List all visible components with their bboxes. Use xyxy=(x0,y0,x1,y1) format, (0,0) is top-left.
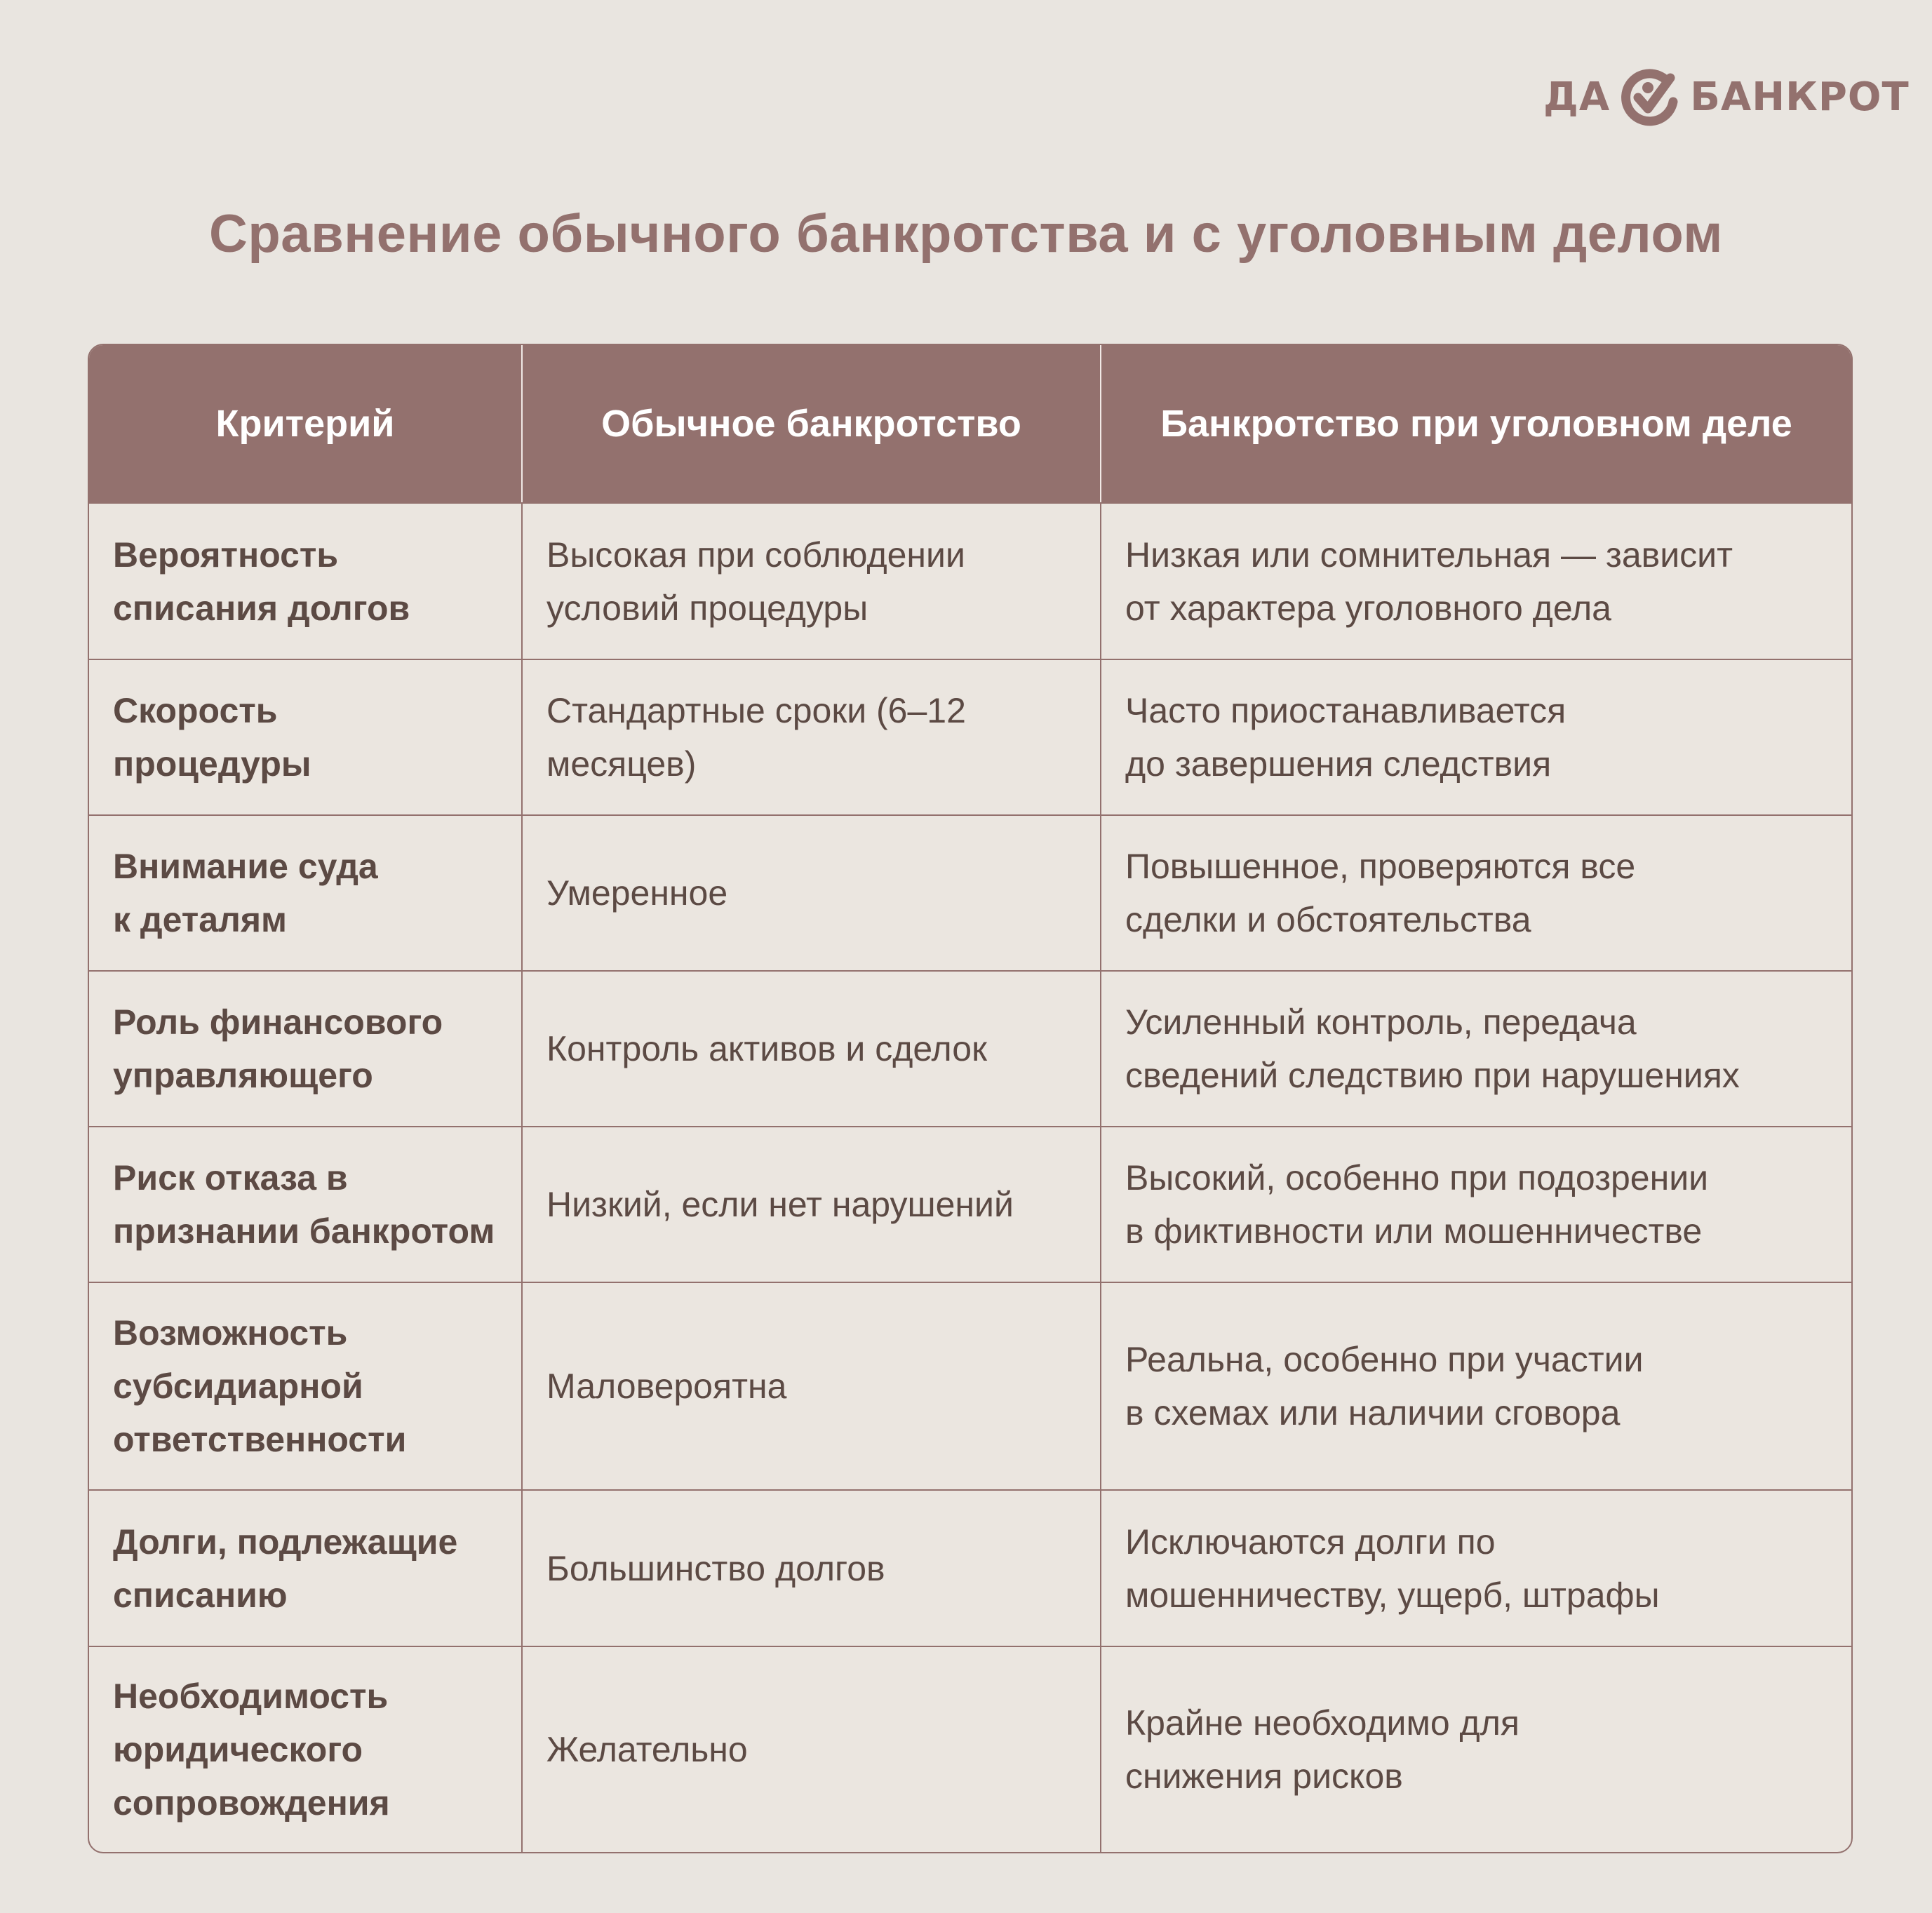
table-row xyxy=(89,502,1851,659)
table-row xyxy=(89,1646,1851,1852)
table-row xyxy=(89,1282,1851,1489)
table-row xyxy=(89,970,1851,1126)
table-row xyxy=(89,814,1851,970)
check-circle-icon xyxy=(1620,67,1680,127)
criminal-cell: Повышенное, проверяются все сделки и обстоятельства xyxy=(1125,847,1636,939)
criterion-cell: Риск отказа в признании банкротом xyxy=(89,1127,523,1282)
brand-word-left: ДА xyxy=(1543,74,1611,120)
criterion-cell: Внимание суда к деталям xyxy=(89,816,523,970)
criterion-cell: Необходимость юридического сопровождения xyxy=(89,1647,523,1852)
ordinary-cell: Умеренное xyxy=(523,816,1101,970)
criterion-cell: Возможность субсидиарной ответственности xyxy=(89,1283,523,1489)
criterion-cell: Скорость процедуры xyxy=(89,660,523,814)
header-criminal: Банкротство при уголовном деле xyxy=(1160,403,1792,445)
ordinary-cell: Большинство долгов xyxy=(523,1491,1101,1646)
table-row xyxy=(89,1126,1851,1282)
ordinary-cell: Низкий, если нет нарушений xyxy=(523,1127,1101,1282)
criminal-cell: Усиленный контроль, передача сведений следствию при нарушениях xyxy=(1125,1002,1740,1095)
table-header-row xyxy=(89,345,1851,502)
criminal-cell: Низкая или сомнительная — зависит от характера уголовного дела xyxy=(1125,535,1733,628)
brand-word-right: БАНКРОТ xyxy=(1690,74,1910,120)
criminal-cell: Часто приостанавливается до завершения следствия xyxy=(1125,691,1567,784)
comparison-table xyxy=(88,344,1853,1853)
ordinary-cell: Стандартные сроки (6–12 месяцев) xyxy=(523,660,1101,814)
criminal-cell: Крайне необходимо для снижения рисков xyxy=(1125,1703,1520,1796)
criminal-cell: Реальна, особенно при участии в схемах или наличии сговора xyxy=(1125,1340,1644,1432)
criminal-cell: Исключаются долги по мошенничеству, ущерб, штрафы xyxy=(1125,1522,1660,1615)
ordinary-cell: Высокая при соблюдении условий процедуры xyxy=(523,504,1101,659)
criminal-cell: Высокий, особенно при подозрении в фиктивности или мошенничестве xyxy=(1125,1158,1709,1251)
header-criterion: Критерий xyxy=(89,345,523,502)
page-title: Сравнение обычного банкротства и с уголовным делом xyxy=(209,204,1723,264)
brand-logo xyxy=(1543,67,1910,127)
ordinary-cell: Контроль активов и сделок xyxy=(523,972,1101,1126)
ordinary-cell: Желательно xyxy=(523,1647,1101,1852)
table-row xyxy=(89,1489,1851,1646)
criterion-cell: Вероятность списания долгов xyxy=(89,504,523,659)
ordinary-cell: Маловероятна xyxy=(523,1283,1101,1489)
criterion-cell: Долги, подлежащие списанию xyxy=(89,1491,523,1646)
header-ordinary: Обычное банкротство xyxy=(523,345,1101,502)
criterion-cell: Роль финансового управляющего xyxy=(89,972,523,1126)
table-row xyxy=(89,659,1851,814)
